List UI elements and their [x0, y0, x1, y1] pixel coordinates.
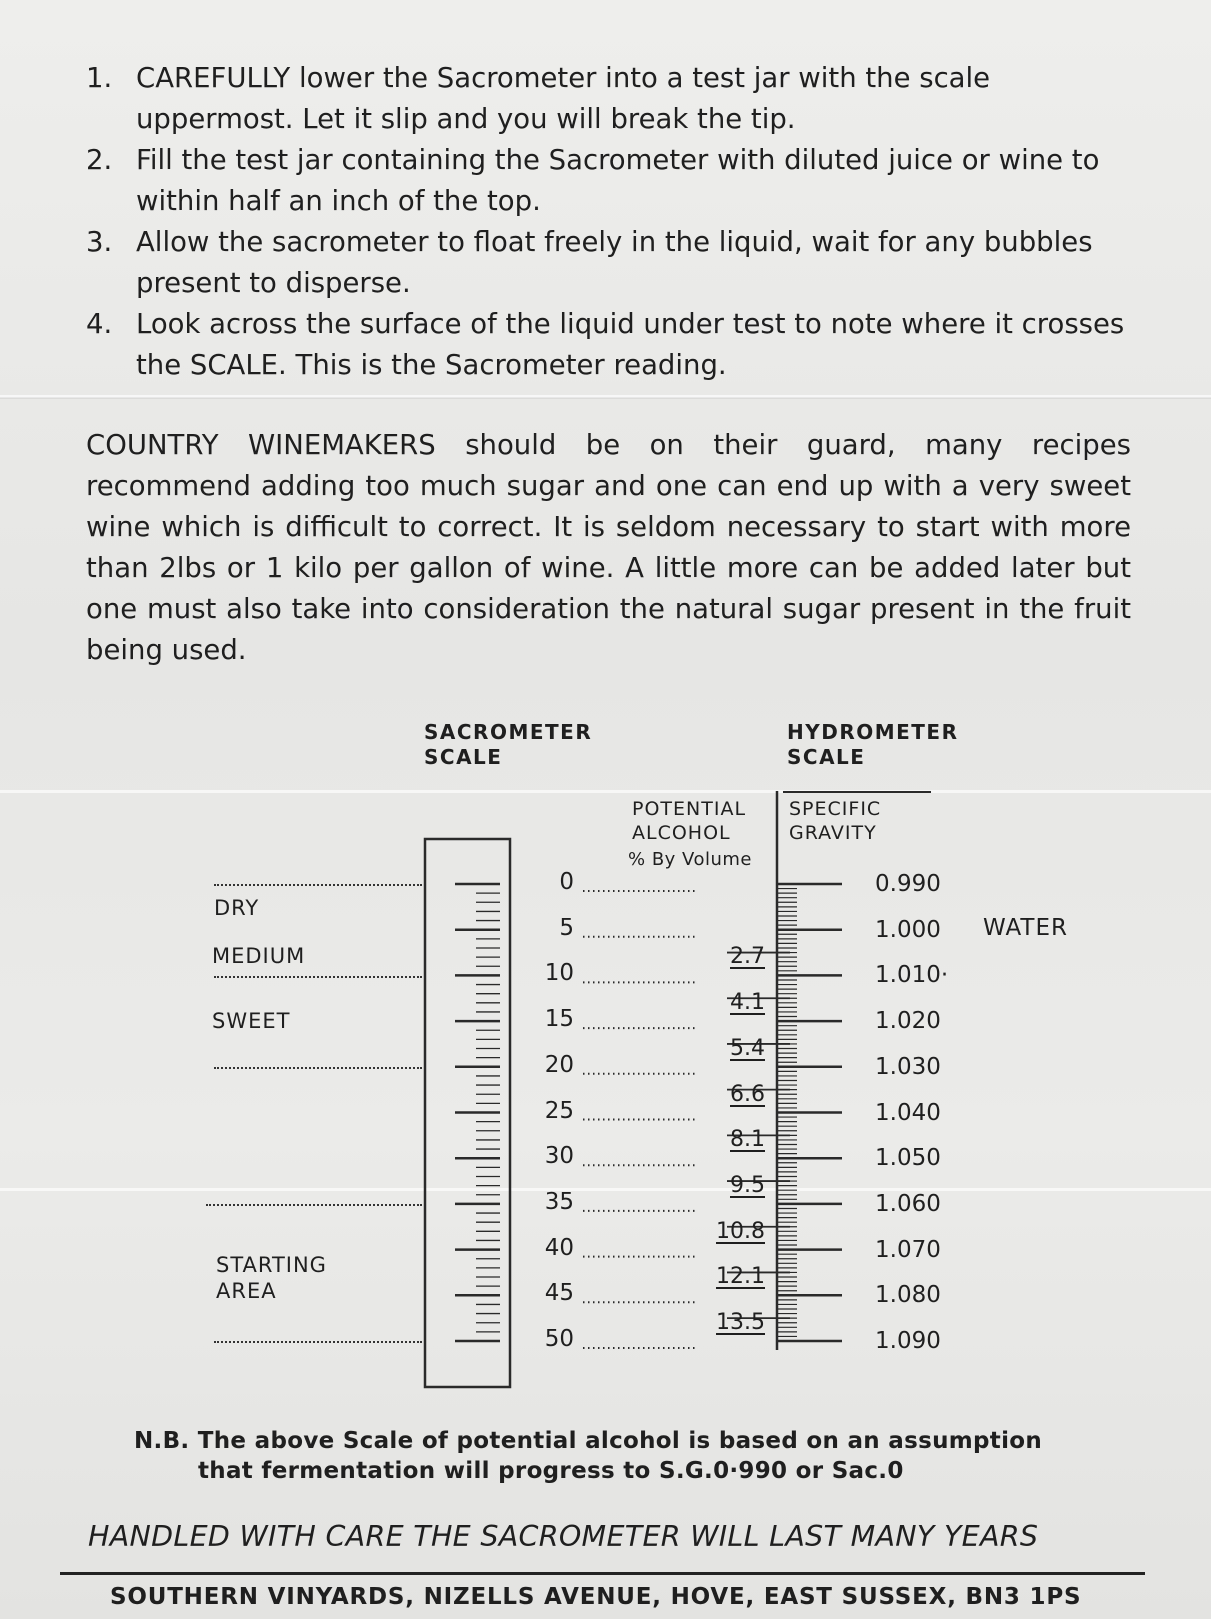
- specific-gravity-heading: SPECIFIC GRAVITY: [789, 798, 882, 844]
- specific-gravity-value: 1.020: [875, 1008, 941, 1035]
- potential-alcohol-value: 12.1: [716, 1264, 765, 1290]
- sacrometer-value: 25: [544, 1097, 574, 1124]
- by-volume-label: % By Volume: [628, 849, 752, 870]
- specific-gravity-value: 1.060: [875, 1190, 941, 1217]
- company-address: SOUTHERN VINYARDS, NIZELLS AVENUE, HOVE, EAST SUSSEX, BN3 1PS: [110, 1584, 1082, 1610]
- potential-alcohol-value: 2.7: [730, 944, 765, 970]
- potential-alcohol-value: 8.1: [730, 1127, 765, 1153]
- sacrometer-value: 0: [559, 869, 574, 895]
- care-motto: HANDLED WITH CARE THE SACROMETER WILL LAST MANY YEARS: [88, 1520, 1039, 1553]
- sacrometer-value: 5: [559, 914, 574, 941]
- specific-gravity-value: 1.090: [875, 1328, 941, 1354]
- sacrometer-value: 50: [544, 1326, 574, 1352]
- potential-alcohol-heading: POTENTIAL ALCOHOL: [632, 798, 747, 844]
- specific-gravity-value: 1.050: [875, 1145, 941, 1172]
- sacrometer-value: 30: [544, 1143, 574, 1170]
- potential-alcohol-value: 9.5: [730, 1172, 765, 1198]
- specific-gravity-value: 1.000: [875, 916, 941, 943]
- sacrometer-value: 35: [544, 1188, 574, 1215]
- specific-gravity-value: 1.010·: [875, 962, 949, 989]
- specific-gravity-value: 1.070: [875, 1236, 941, 1263]
- sacrometer-value: 20: [544, 1051, 574, 1078]
- sacrometer-value: 40: [544, 1234, 574, 1261]
- sacrometer-value: 45: [544, 1280, 574, 1307]
- potential-alcohol-value: 6.6: [730, 1081, 765, 1107]
- specific-gravity-value: 1.040: [875, 1099, 941, 1126]
- instruction-step: 3. Allow the sacrometer to float freely in the liquid, wait for any bubbles present to disperse.: [86, 226, 1093, 299]
- specific-gravity-value: 1.030: [875, 1053, 941, 1080]
- winemakers-paragraph: COUNTRY WINEMAKERS should be on their guard, many recipes recommend adding too much sugar and one can end up with a very sweet wine which is difficult to correct. It is seldom necessary to start with more than 2lbs or 1 kilo per gallon of wine. A little more can be added later but one must also take into consideration the natural sugar present in the fruit being used.: [86, 429, 1131, 666]
- note: N.B. The above Scale of potential alcohol is based on an assumption that fermentation will progress to S.G.0·990 or Sac.0: [134, 1428, 1043, 1484]
- sacrometer-value: 15: [544, 1006, 574, 1033]
- specific-gravity-value: 1.080: [875, 1282, 941, 1309]
- potential-alcohol-value: 13.5: [716, 1310, 765, 1335]
- sacrometer-value: 10: [544, 960, 574, 987]
- potential-alcohol-value: 4.1: [730, 990, 765, 1016]
- water-label: WATER: [983, 915, 1068, 941]
- zone-area: AREA: [216, 1279, 277, 1303]
- specific-gravity-value: 0.990: [875, 871, 941, 897]
- hydrometer-scale-heading: HYDROMETER SCALE: [787, 720, 959, 769]
- zone-medium: MEDIUM: [212, 944, 306, 968]
- instruction-step: 1. CAREFULLY lower the Sacrometer into a test jar with the scale uppermost. Let it slip and you will break the tip.: [86, 62, 991, 135]
- potential-alcohol-value: 10.8: [716, 1218, 765, 1244]
- potential-alcohol-value: 5.4: [730, 1035, 765, 1061]
- zone-sweet: SWEET: [212, 1009, 291, 1033]
- footer-rule: [60, 1572, 1145, 1575]
- zone-starting: STARTING: [216, 1253, 327, 1277]
- zone-dry: DRY: [214, 896, 260, 920]
- instruction-step: 4. Look across the surface of the liquid under test to note where it crosses the SCALE. This is the Sacrometer reading.: [86, 308, 1125, 381]
- sacrometer-scale-heading: SACROMETER SCALE: [424, 720, 593, 769]
- instruction-step: 2. Fill the test jar containing the Sacrometer with diluted juice or wine to within half an inch of the top.: [86, 144, 1100, 217]
